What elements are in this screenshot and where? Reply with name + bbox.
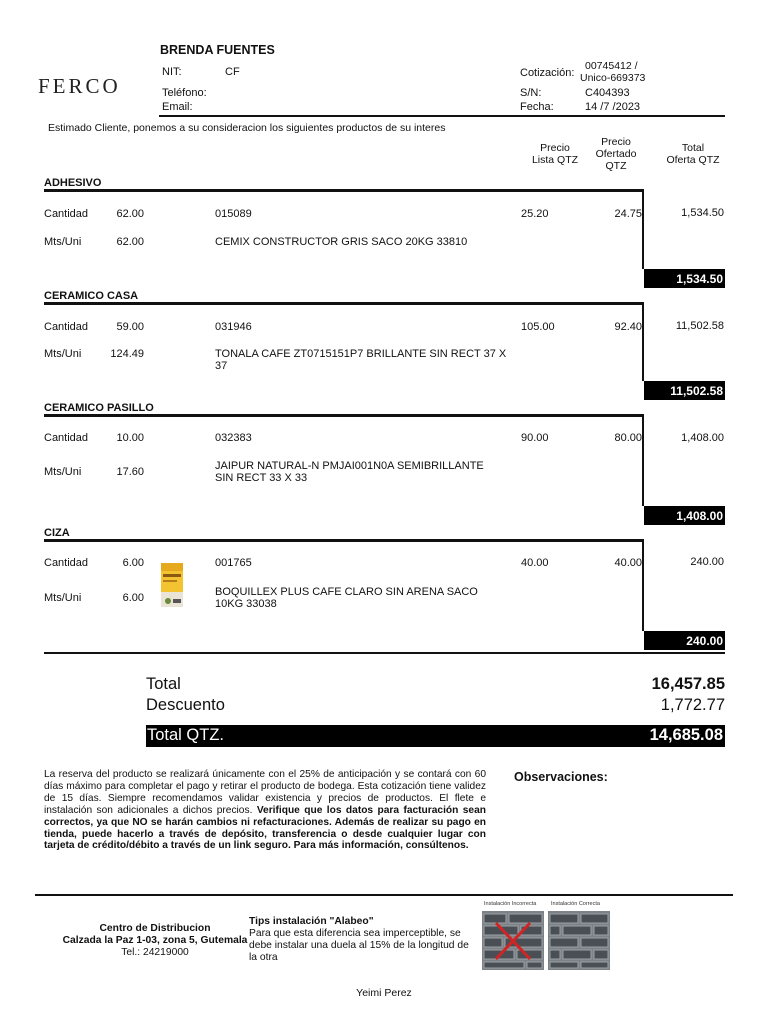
section-total: 1,534.50: [644, 269, 725, 288]
mts-value: 62.00: [116, 236, 144, 248]
product-code: 032383: [215, 432, 252, 444]
product-description: CEMIX CONSTRUCTOR GRIS SACO 20KG 33810: [215, 236, 468, 248]
wrong-install-caption: Instalación Incorrecta: [484, 901, 537, 907]
section-vertical-rule: [642, 414, 644, 506]
line-total: 1,408.00: [681, 432, 724, 444]
product-code: 015089: [215, 208, 252, 220]
mts-label: Mts/Uni: [44, 348, 82, 360]
col-offer-price: Precio Ofertado QTZ: [595, 136, 637, 172]
install-tips: [249, 916, 477, 964]
nit-value: CF: [225, 66, 240, 78]
offer-price: 92.40: [614, 321, 642, 333]
section-total: 11,502.58: [644, 381, 725, 400]
terms-normal: La reserva del producto se realizará únicamente con el 25% de anticipación y se contará con 60 días máximo para completar el pago y retirar el producto de bodega. Esta cotización tiene validez de 15 días. Siempre recomendamos validar existencia y precios de productos. El flete e instalación son adicionales a dichos precios.: [44, 769, 486, 816]
date-value: 14 /7 /2023: [585, 101, 641, 113]
qty-label: Cantidad: [44, 557, 89, 569]
tips-title: Tips instalación "Alabeo": [249, 916, 374, 927]
section-vertical-rule: [642, 189, 644, 269]
section-vertical-rule: [642, 539, 644, 631]
footer-divider: [35, 894, 733, 896]
line-total: 11,502.58: [675, 320, 724, 332]
right-install-caption: Instalación Correcta: [551, 901, 600, 907]
list-price: 25.20: [521, 208, 549, 220]
quote-number: 00745412 /: [585, 60, 638, 72]
section-title: CERAMICO CASA: [44, 290, 139, 302]
product-code: 031946: [215, 321, 252, 333]
qty-label: Cantidad: [44, 432, 89, 444]
total-label: Total: [146, 675, 181, 693]
list-price: 90.00: [521, 432, 549, 444]
mts-label: Mts/Uni: [44, 592, 82, 604]
quote-label: Cotización:: [520, 67, 575, 79]
product-description: BOQUILLEX PLUS CAFE CLARO SIN ARENA SACO 10KG 33038: [215, 586, 478, 610]
total-value: 16,457.85: [651, 675, 725, 693]
email-label: Email:: [162, 101, 193, 113]
items-end-divider: [44, 652, 725, 654]
mts-value: 124.49: [110, 348, 144, 360]
nit-label: NIT:: [162, 66, 182, 78]
center-address: Calzada la Paz 1-03, zona 5, Gutemala: [62, 935, 248, 947]
mts-value: 6.00: [122, 592, 144, 604]
seller-name: Yeimi Perez: [356, 987, 412, 999]
offer-price: 24.75: [614, 208, 642, 220]
section-divider: [44, 539, 644, 542]
center-title: Centro de Distribucion: [99, 923, 211, 934]
product-description: JAIPUR NATURAL-N PMJAI001N0A SEMIBRILLANTE SIN RECT 33 X 33: [215, 460, 484, 484]
section-total: 240.00: [644, 631, 725, 650]
terms-bold: Verifique que los datos para facturación sean correctos, ya que NO se harán cambios ni refacturaciones. Además de realizar su pago en tienda, puede hacerlo a través de depósito, transferencia o desde cualquier lugar con tarjeta de crédito/débito a través de un link seguro. Para más información, consúltenos.: [44, 804, 486, 852]
mts-label: Mts/Uni: [44, 236, 82, 248]
sn-label: S/N:: [520, 87, 542, 99]
wrong-install-tile-image: [482, 911, 544, 970]
tips-text: Para que esta diferencia sea imperceptible, se debe instalar una duela al 15% de la longitud de la otra: [249, 928, 469, 963]
date-label: Fecha:: [520, 101, 554, 113]
mts-label: Mts/Uni: [44, 466, 82, 478]
list-price: 40.00: [521, 557, 549, 569]
list-price: 105.00: [521, 321, 555, 333]
terms-text: [44, 769, 486, 852]
quote-code: Unico-669373: [580, 72, 646, 84]
sn-value: C404393: [585, 87, 630, 99]
product-description: TONALA CAFE ZT0715151P7 BRILLANTE SIN RECT 37 X 37: [215, 348, 507, 372]
center-phone: Tel.: 24219000: [121, 947, 189, 959]
qty-value: 6.00: [122, 557, 144, 569]
intro-text: Estimado Cliente, ponemos a su consideracion los siguientes productos de su interes: [48, 122, 446, 134]
grand-total-bar: [146, 725, 725, 747]
line-total: 1,534.50: [681, 207, 724, 219]
product-code: 001765: [215, 557, 252, 569]
grand-total-label: Total QTZ.: [147, 726, 225, 744]
section-title: ADHESIVO: [44, 177, 102, 189]
mts-value: 17.60: [116, 466, 144, 478]
section-vertical-rule: [642, 302, 644, 381]
col-list-price: Precio Lista QTZ: [531, 142, 579, 166]
customer-name: BRENDA FUENTES: [160, 43, 275, 57]
header-divider: [159, 115, 725, 117]
observations-label: Observaciones:: [514, 770, 608, 784]
col-total: Total Oferta QTZ: [666, 142, 720, 166]
grand-total-value: 14,685.08: [649, 726, 723, 744]
section-title: CERAMICO PASILLO: [44, 402, 154, 414]
product-bag-image: [160, 562, 184, 608]
offer-price: 40.00: [614, 557, 642, 569]
line-total: 240.00: [690, 556, 724, 568]
qty-value: 62.00: [116, 208, 144, 220]
offer-price: 80.00: [614, 432, 642, 444]
section-divider: [44, 414, 644, 417]
distribution-center: [40, 923, 270, 960]
qty-value: 59.00: [116, 321, 144, 333]
section-total: 1,408.00: [644, 506, 725, 525]
right-install-tile-image: [548, 911, 610, 970]
discount-label: Descuento: [146, 696, 225, 714]
section-divider: [44, 302, 644, 305]
phone-label: Teléfono:: [162, 87, 207, 99]
discount-value: 1,772.77: [660, 696, 725, 714]
company-logo: FERCO: [38, 74, 121, 98]
qty-label: Cantidad: [44, 208, 89, 220]
qty-label: Cantidad: [44, 321, 89, 333]
section-divider: [44, 189, 644, 192]
qty-value: 10.00: [116, 432, 144, 444]
section-title: CIZA: [44, 527, 70, 539]
